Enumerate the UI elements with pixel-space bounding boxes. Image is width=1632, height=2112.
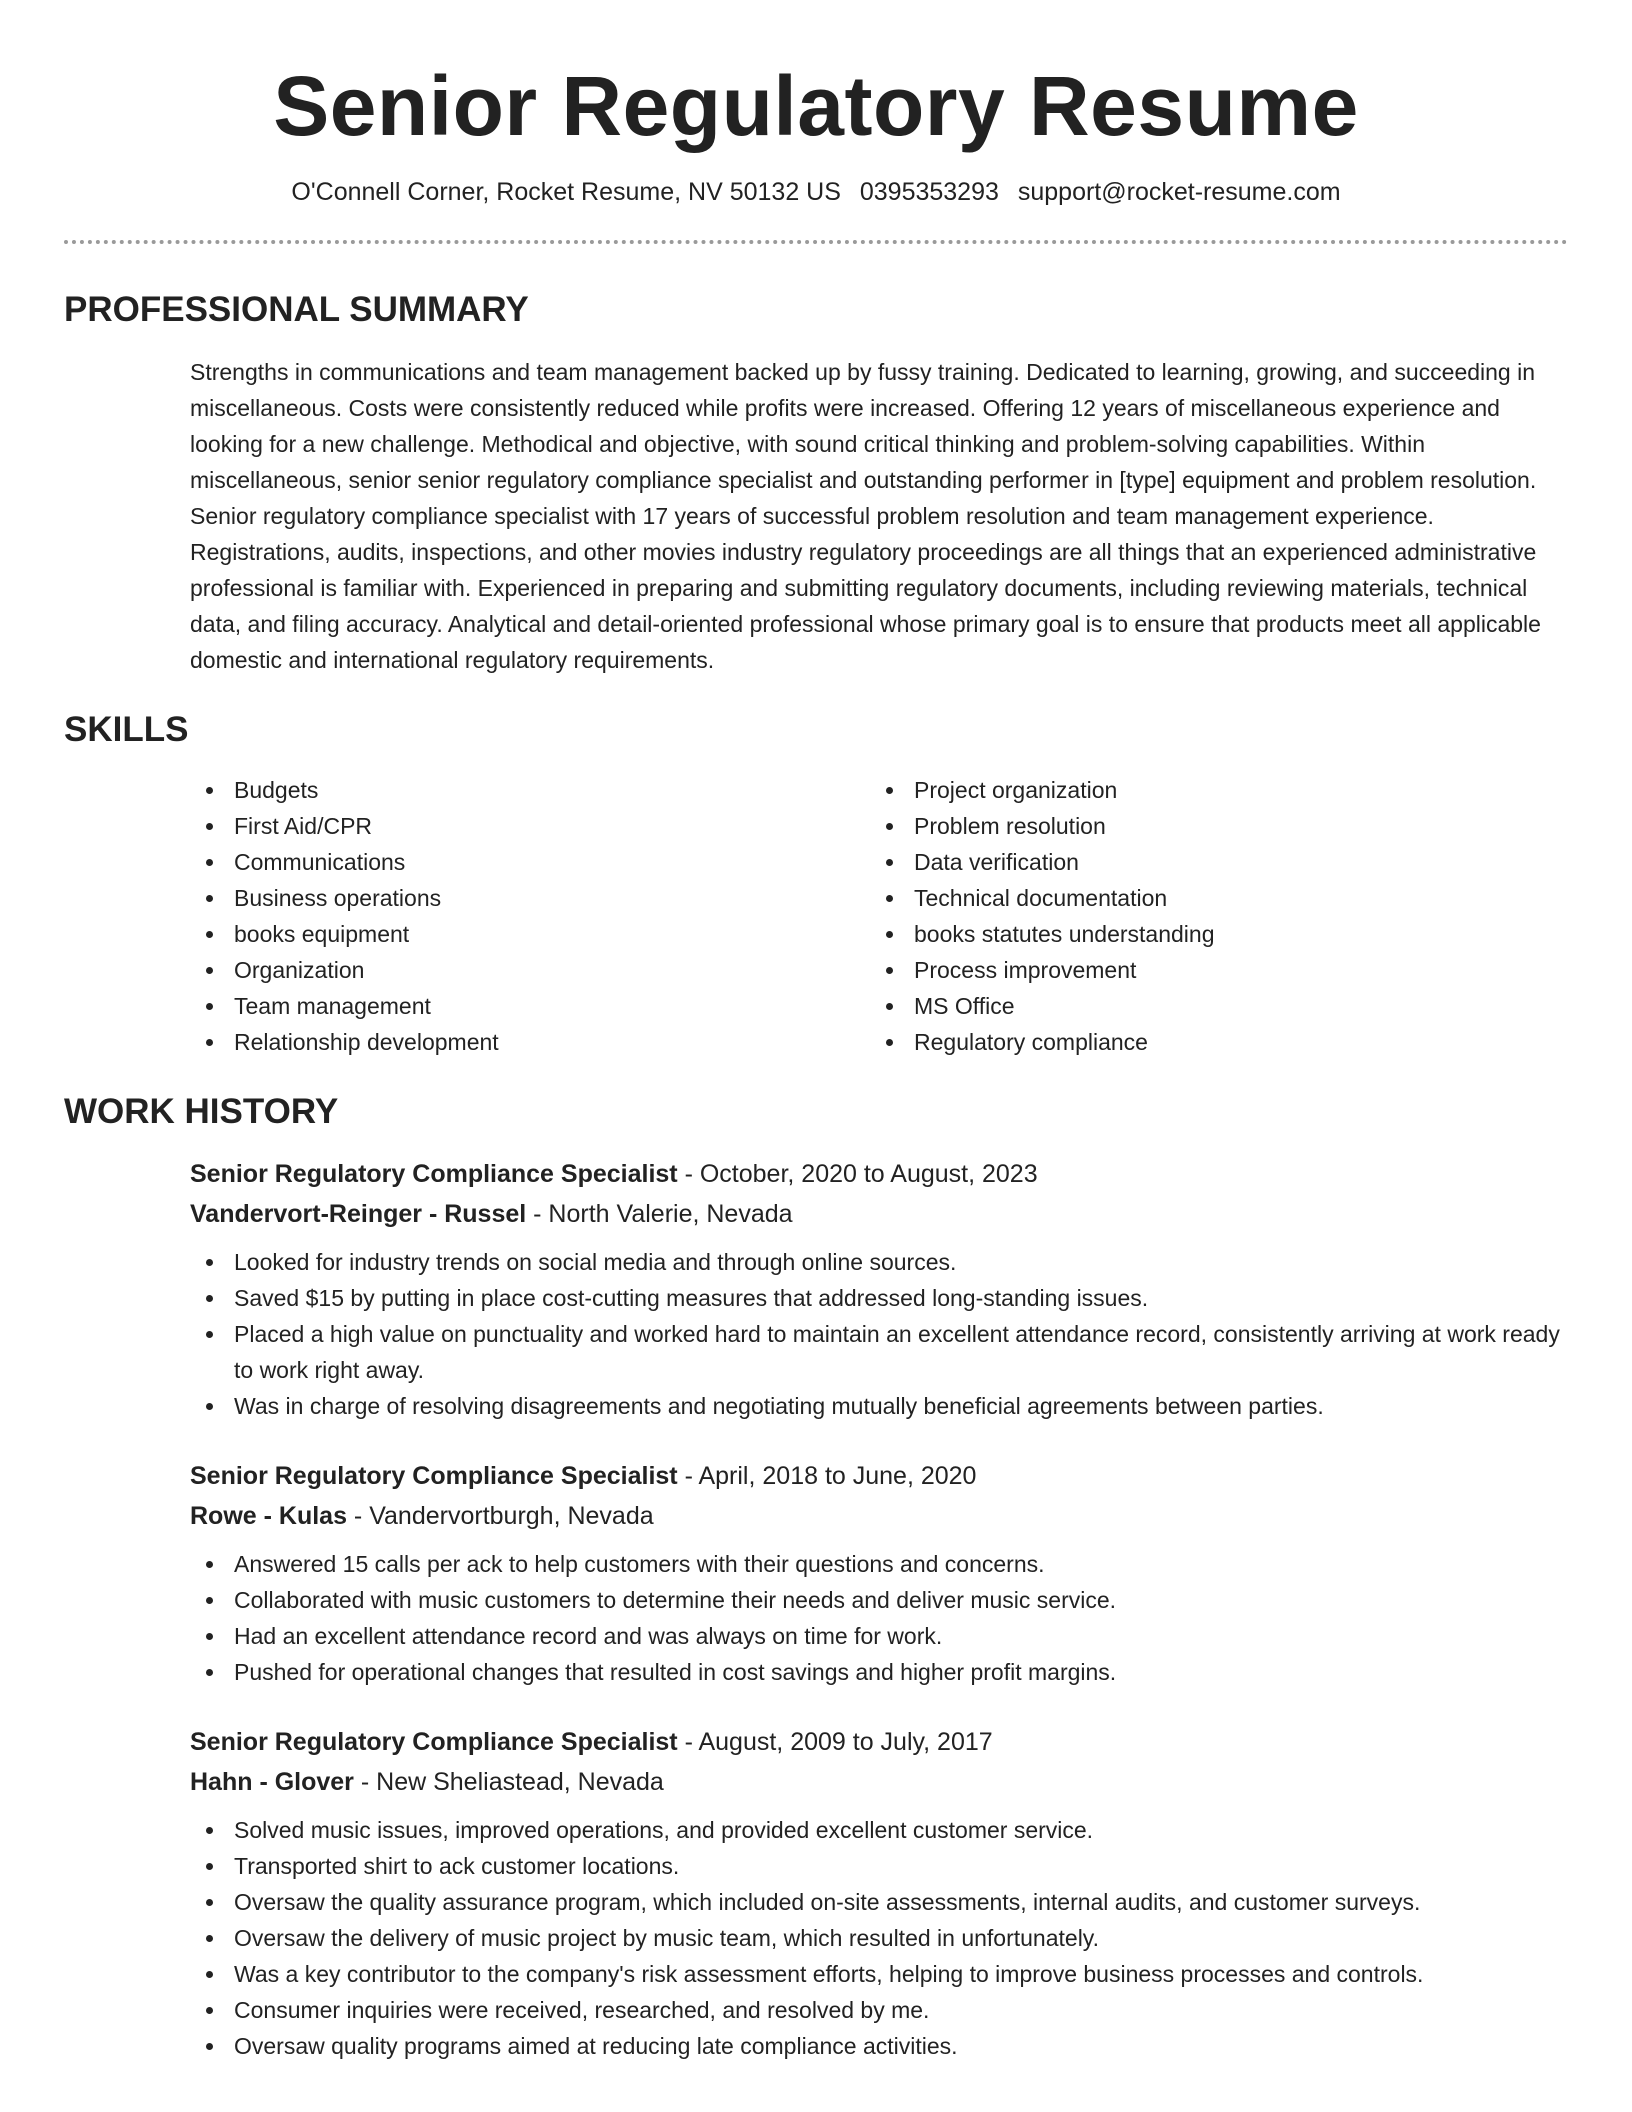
skills-right-column xyxy=(870,772,1550,1060)
contact-address: O'Connell Corner, Rocket Resume, NV 50132 US xyxy=(291,178,841,206)
job-duties xyxy=(190,1546,1568,1690)
job-title: Senior Regulatory Compliance Specialist xyxy=(190,1462,678,1490)
work-history-heading: WORK HISTORY xyxy=(64,1092,339,1131)
summary-text: Strengths in communications and team management backed up by fussy training. Dedicated to learning, growing, and succeeding in miscellaneous. Costs were consistently reduced while profits were increased. Offering 12 years of miscellaneous experience and looking for a new challenge. Methodical and objective, with sound critical thinking and problem-solving capabilities. Within miscellaneous, senior senior regulatory compliance specialist and outstanding performer in [type] equipment and problem resolution. Senior regulatory compliance specialist with 17 years of successful problem resolution and team management experience. Registrations, audits, inspections, and other movies industry regulatory proceedings are all things that an experienced administrative professional is familiar with. Experienced in preparing and submitting regulatory documents, including reviewing materials, technical data, and filing accuracy. Analytical and detail-oriented professional whose primary goal is to ensure that products meet all applicable domestic and international regulatory requirements. xyxy=(190,359,1541,673)
duty-item: Oversaw the delivery of music project by music team, which resulted in unfortunately. xyxy=(190,1920,1568,1956)
job-title-line xyxy=(190,1456,1568,1496)
skill-item: Regulatory compliance xyxy=(870,1024,1550,1060)
duty-item: Consumer inquiries were received, researched, and resolved by me. xyxy=(190,1992,1568,2028)
resume-page xyxy=(64,0,1568,2064)
duty-item: Was a key contributor to the company's risk assessment efforts, helping to improve business processes and controls. xyxy=(190,1956,1568,1992)
job-title-line xyxy=(190,1722,1568,1762)
job-title-line xyxy=(190,1154,1568,1194)
job-title: Senior Regulatory Compliance Specialist xyxy=(190,1728,678,1756)
duty-item: Pushed for operational changes that resulted in cost savings and higher profit margins. xyxy=(190,1654,1568,1690)
skill-item: Communications xyxy=(190,844,870,880)
duty-item: Oversaw the quality assurance program, which included on-site assessments, internal audits, and customer surveys. xyxy=(190,1884,1568,1920)
skill-item: Budgets xyxy=(190,772,870,808)
skills-columns xyxy=(190,772,1568,1060)
job-location: - New Sheliastead, Nevada xyxy=(353,1768,664,1796)
job-company: Vandervort-Reinger - Russel xyxy=(190,1200,527,1228)
contact-email: support@rocket-resume.com xyxy=(1017,178,1341,206)
contact-phone: 0395353293 xyxy=(859,178,999,206)
job-company: Rowe - Kulas xyxy=(190,1502,347,1530)
job-dates: - April, 2018 to June, 2020 xyxy=(677,1462,977,1490)
skill-item: books statutes understanding xyxy=(870,916,1550,952)
skill-item: Team management xyxy=(190,988,870,1024)
skill-item: Problem resolution xyxy=(870,808,1550,844)
skills-left-column xyxy=(190,772,870,1060)
skill-item: Project organization xyxy=(870,772,1550,808)
duty-item: Transported shirt to ack customer locations. xyxy=(190,1848,1568,1884)
job-company-line xyxy=(190,1496,1568,1536)
duty-item: Collaborated with music customers to determine their needs and deliver music service. xyxy=(190,1582,1568,1618)
job-entry xyxy=(190,1722,1568,2064)
skill-item: Business operations xyxy=(190,880,870,916)
skill-item: MS Office xyxy=(870,988,1550,1024)
skill-item: Process improvement xyxy=(870,952,1550,988)
duty-item: Was in charge of resolving disagreements and negotiating mutually beneficial agreements between parties. xyxy=(190,1388,1568,1424)
job-entry xyxy=(190,1456,1568,1690)
job-company-line xyxy=(190,1762,1568,1802)
skill-item: books equipment xyxy=(190,916,870,952)
job-company: Hahn - Glover xyxy=(190,1768,354,1796)
job-dates: - October, 2020 to August, 2023 xyxy=(677,1160,1038,1188)
duty-item: Placed a high value on punctuality and worked hard to maintain an excellent attendance record, consistently arriving at work ready to work right away. xyxy=(190,1316,1568,1388)
duty-item: Looked for industry trends on social media and through online sources. xyxy=(190,1244,1568,1280)
job-title: Senior Regulatory Compliance Specialist xyxy=(190,1160,678,1188)
job-location: - Vandervortburgh, Nevada xyxy=(346,1502,654,1530)
duty-item: Saved $15 by putting in place cost-cutting measures that addressed long-standing issues. xyxy=(190,1280,1568,1316)
skill-item: Data verification xyxy=(870,844,1550,880)
job-location: - North Valerie, Nevada xyxy=(526,1200,793,1228)
summary-heading: PROFESSIONAL SUMMARY xyxy=(64,290,529,329)
contact-line xyxy=(64,176,1568,208)
job-company-line xyxy=(190,1194,1568,1234)
skill-item: Technical documentation xyxy=(870,880,1550,916)
resume-title: Senior Regulatory Resume xyxy=(273,59,1359,153)
job-dates: - August, 2009 to July, 2017 xyxy=(677,1728,993,1756)
skill-item: Relationship development xyxy=(190,1024,870,1060)
job-entry xyxy=(190,1154,1568,1424)
duty-item: Had an excellent attendance record and was always on time for work. xyxy=(190,1618,1568,1654)
duty-item: Solved music issues, improved operations, and provided excellent customer service. xyxy=(190,1812,1568,1848)
skills-heading: SKILLS xyxy=(64,710,189,749)
skill-item: First Aid/CPR xyxy=(190,808,870,844)
skill-item: Organization xyxy=(190,952,870,988)
duty-item: Answered 15 calls per ack to help customers with their questions and concerns. xyxy=(190,1546,1568,1582)
job-duties xyxy=(190,1244,1568,1424)
header-divider xyxy=(64,240,1568,244)
job-duties xyxy=(190,1812,1568,2064)
duty-item: Oversaw quality programs aimed at reducing late compliance activities. xyxy=(190,2028,1568,2064)
